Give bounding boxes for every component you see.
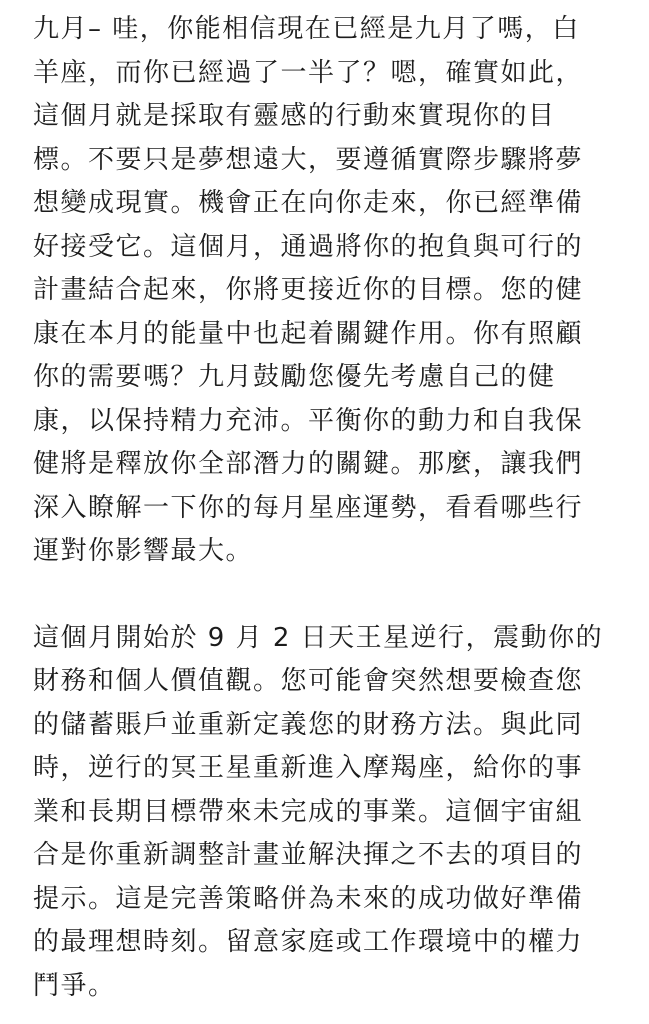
text-line: 康在本月的能量中也起着關鍵作用。你有照顧 bbox=[33, 318, 584, 349]
text-line: 九月– 哇，你能相信現在已經是九月了嗎，白 bbox=[33, 14, 580, 44]
text-line: 鬥爭。 bbox=[33, 970, 116, 1001]
paragraph-spacer bbox=[33, 574, 616, 617]
text-line: 時，逆行的冥王星重新進入摩羯座，給你的事 bbox=[33, 753, 584, 783]
text-line: 財務和個人價值觀。您可能會突然想要檢查您 bbox=[33, 666, 584, 696]
paragraph-transits bbox=[33, 617, 616, 1009]
text-line: 健將是釋放你全部潛力的關鍵。那麼，讓我們 bbox=[33, 449, 584, 479]
text-line: 康，以保持精力充沛。平衡你的動力和自我保 bbox=[33, 405, 584, 436]
text-line: 你的需要嗎？九月鼓勵您優先考慮自己的健 bbox=[33, 362, 556, 392]
text-line: 標。不要只是夢想遠大，要遵循實際步驟將夢 bbox=[33, 144, 584, 175]
text-line: 計畫結合起來，你將更接近你的目標。您的健 bbox=[33, 275, 584, 305]
text-line: 運對你影響最大。 bbox=[33, 536, 254, 566]
text-line: 這個月開始於 9 月 2 日天王星逆行，震動你的 bbox=[33, 622, 604, 653]
text-line: 的最理想時刻。留意家庭或工作環境中的權力 bbox=[33, 927, 584, 957]
text-line: 羊座，而你已經過了一半了？嗯，確實如此， bbox=[33, 57, 584, 88]
text-line: 合是你重新調整計畫並解決揮之不去的項目的 bbox=[33, 840, 584, 870]
text-line: 提示。這是完善策略併為未來的成功做好準備 bbox=[33, 883, 584, 914]
text-line: 這個月就是採取有靈感的行動來實現你的目 bbox=[33, 101, 556, 131]
text-line: 的儲蓄賬戶並重新定義您的財務方法。與此同 bbox=[33, 709, 584, 740]
paragraph-intro bbox=[33, 8, 616, 574]
text-line: 想變成現實。機會正在向你走來，你已經準備 bbox=[33, 188, 584, 218]
text-line: 業和長期目標帶來未完成的事業。這個宇宙組 bbox=[33, 796, 584, 827]
text-line: 深入瞭解一下你的每月星座運勢，看看哪些行 bbox=[33, 492, 584, 523]
text-line: 好接受它。這個月，通過將你的抱負與可行的 bbox=[33, 231, 584, 262]
